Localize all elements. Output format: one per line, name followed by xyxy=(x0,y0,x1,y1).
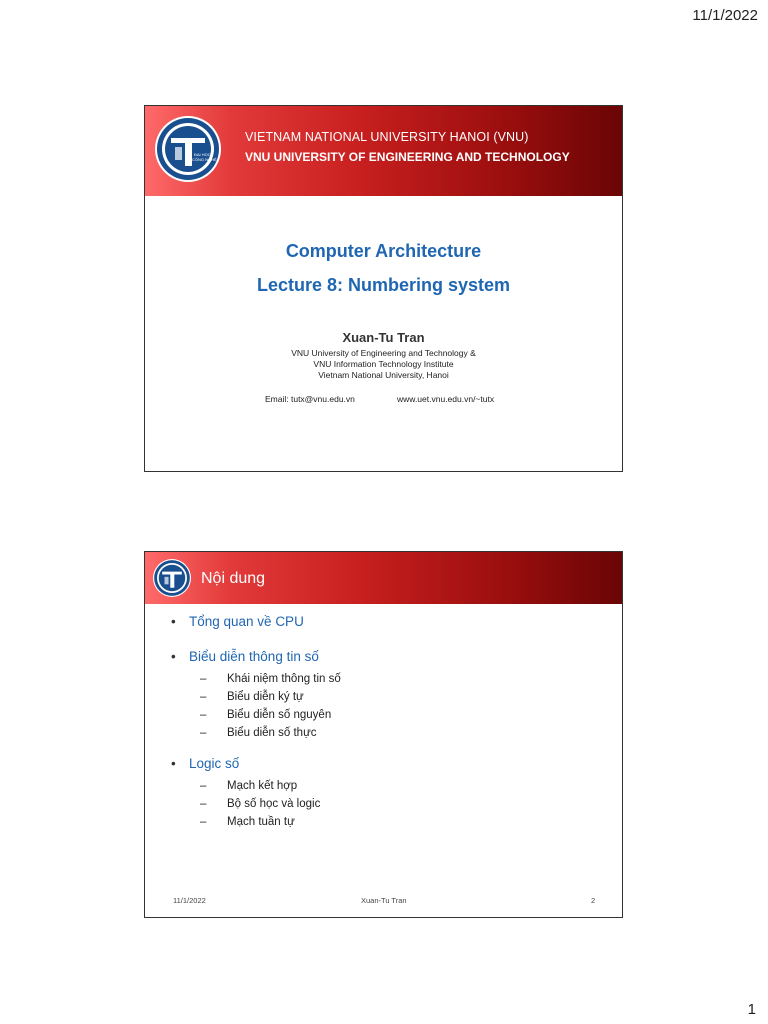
toc-subitem: – Biểu diễn số nguyên xyxy=(200,706,341,724)
affiliation-line: VNU Information Technology Institute xyxy=(313,359,454,369)
university-logo-icon xyxy=(153,559,191,597)
table-of-contents xyxy=(171,614,341,831)
toc-item xyxy=(171,614,341,629)
title-slide xyxy=(144,105,623,472)
toc-subitem: – Khái niệm thông tin số xyxy=(200,670,341,688)
university-banner xyxy=(145,106,622,196)
author-website: www.uet.vnu.edu.vn/~tutx xyxy=(397,394,495,404)
lecture-title: Lecture 8: Numbering system xyxy=(256,275,511,295)
toc-subitem: – Biểu diễn số thực xyxy=(200,724,341,742)
slide-header-banner xyxy=(145,552,622,604)
contents-slide xyxy=(144,551,623,918)
toc-item-label: Logic số xyxy=(189,756,240,771)
author-name: Xuan-Tu Tran xyxy=(342,330,425,345)
toc-item xyxy=(171,649,341,742)
slide-title: Nội dung xyxy=(201,570,266,587)
toc-subitem: – Bộ số học và logic xyxy=(200,795,341,813)
author-email: Email: tutx@vnu.edu.vn xyxy=(265,394,355,404)
affiliation-line: Vietnam National University, Hanoi xyxy=(318,370,449,380)
toc-item xyxy=(171,756,341,831)
toc-subitem: – Biểu diễn ký tự xyxy=(200,688,341,706)
university-name-line1: VIETNAM NATIONAL UNIVERSITY HANOI (VNU) xyxy=(245,130,529,144)
affiliation-line: VNU University of Engineering and Technology & xyxy=(291,348,476,358)
course-title: Computer Architecture xyxy=(285,241,482,261)
page-number: 1 xyxy=(747,1001,756,1018)
svg-text:ĐẠI HỌC: ĐẠI HỌC xyxy=(194,152,211,157)
slide-footer-page-number: 2 xyxy=(591,896,596,905)
toc-subitem: – Mạch kết hợp xyxy=(200,777,341,795)
toc-subitems xyxy=(189,777,341,831)
svg-text:CÔNG NGHỆ: CÔNG NGHỆ xyxy=(192,157,217,162)
toc-item-label: Tổng quan về CPU xyxy=(189,614,304,629)
toc-subitems xyxy=(189,670,341,742)
slide-footer-date: 11/1/2022 xyxy=(173,896,206,905)
university-name-line2: VNU UNIVERSITY OF ENGINEERING AND TECHNOLOGY xyxy=(245,150,570,164)
toc-subitem: – Mạch tuần tự xyxy=(200,813,341,831)
page-date: 11/1/2022 xyxy=(692,7,758,24)
university-logo-icon xyxy=(155,116,221,182)
slide-footer-author: Xuan-Tu Tran xyxy=(361,896,407,905)
toc-item-label: Biểu diễn thông tin số xyxy=(189,649,319,664)
